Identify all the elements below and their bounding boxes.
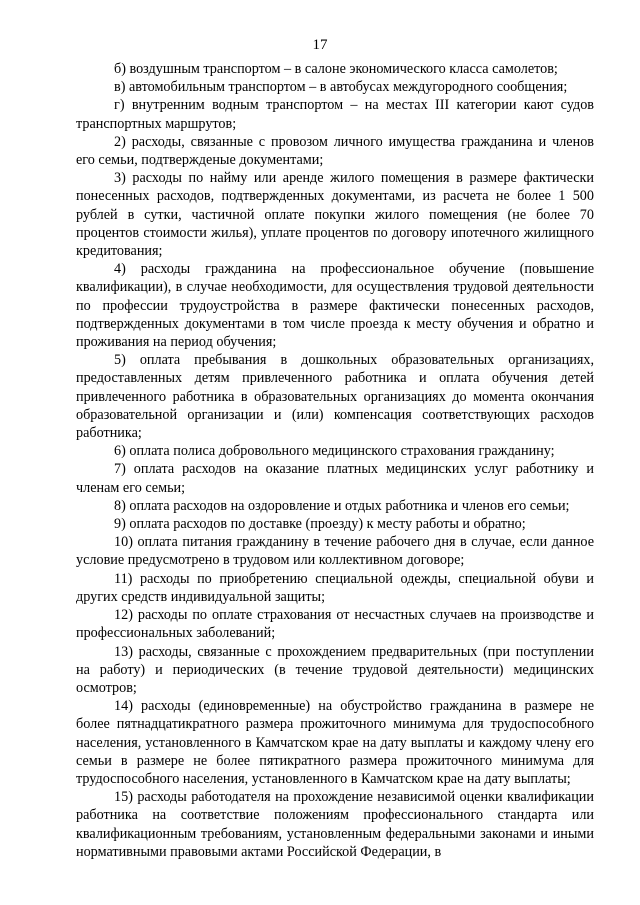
document-body	[76, 60, 594, 861]
paragraph-item-3: 3) расходы по найму или аренде жилого помещения в размере фактически понесенных расходов, подтвержденных документами, из расчета не более 1 500 рублей в сутки, частичной оплате покупки жилого помещения (не более 70 процентов стоимости жилья), уплате процентов по договору ипотечного жилищного кредитования;	[76, 170, 594, 260]
paragraph-item-2: 2) расходы, связанные с провозом личного имущества гражданина и членов его семьи, подтвержденые документами;	[76, 133, 594, 169]
paragraph-item-14: 14) расходы (единовременные) на обустройство гражданина в размере не более пятнадцатикратного размера прожиточного минимума для трудоспособного населения, установленного в Камчатском крае на дату выплаты и каждому члену его семьи в размере не более пятикратного размера прожиточного минимума для трудоспособного населения, установленного в Камчатском крае на дату выплаты;	[76, 698, 594, 787]
paragraph-item-13: 13) расходы, связанные с прохождением предварительных (при поступлении на работу) и периодических (в течение трудовой деятельности) медицинских осмотров;	[76, 643, 594, 696]
paragraph-air-transport: б) воздушным транспортом – в салоне экономического класса самолетов;	[114, 61, 558, 77]
paragraph-item-12: 12) расходы по оплате страхования от несчастных случаев на производстве и профессиональных заболеваний;	[76, 607, 594, 642]
paragraph-item-6: 6) оплата полиса добровольного медицинского страхования гражданину;	[114, 443, 555, 460]
paragraph-item-4: 4) расходы гражданина на профессиональное обучение (повышение квалификации), в случае необходимости, для осуществления трудовой деятельности по профессии трудоустройства в размере фактически понесенных расходов, подтвержденных документами в том числе проезда к месту обучения и обратно и проживания на период обучения;	[76, 261, 594, 351]
paragraph-item-15: 15) расходы работодателя на прохождение независимой оценки квалификации работника на соответствие положениям профессионального стандарта или квалификационным требованиям, установленным федеральными законами и иными нормативными правовыми актами Российской Федерации, в	[76, 789, 594, 860]
paragraph-item-9: 9) оплата расходов по доставке (проезду) к месту работы и обратно;	[114, 516, 526, 533]
paragraph-item-10: 10) оплата питания гражданину в течение рабочего дня в случае, если данное условие предусмотрено в трудовом или коллективном договоре;	[76, 534, 594, 569]
paragraph-item-8: 8) оплата расходов на оздоровление и отдых работника и членов его семьи;	[114, 497, 570, 514]
page-number: 17	[312, 37, 328, 53]
paragraph-road-transport: в) автомобильным транспортом – в автобусах междугородного сообщения;	[114, 79, 568, 96]
paragraph-water-transport: г) внутренним водным транспортом – на местах III категории кают судов транспортных маршрутов;	[76, 97, 594, 132]
paragraph-item-5: 5) оплата пребывания в дошкольных образовательных организациях, предоставленных детям привлеченного работника и оплата обучения детей привлеченного работника в образовательных организациях до момента окончания образовательной организации и (или) компенсация соответствующих расходов работника;	[76, 352, 594, 442]
paragraph-item-11: 11) расходы по приобретению специальной одежды, специальной обуви и других средств индивидуальной защиты;	[76, 570, 594, 605]
paragraph-item-7: 7) оплата расходов на оказание платных медицинских услуг работнику и членам его семьи;	[76, 461, 594, 496]
